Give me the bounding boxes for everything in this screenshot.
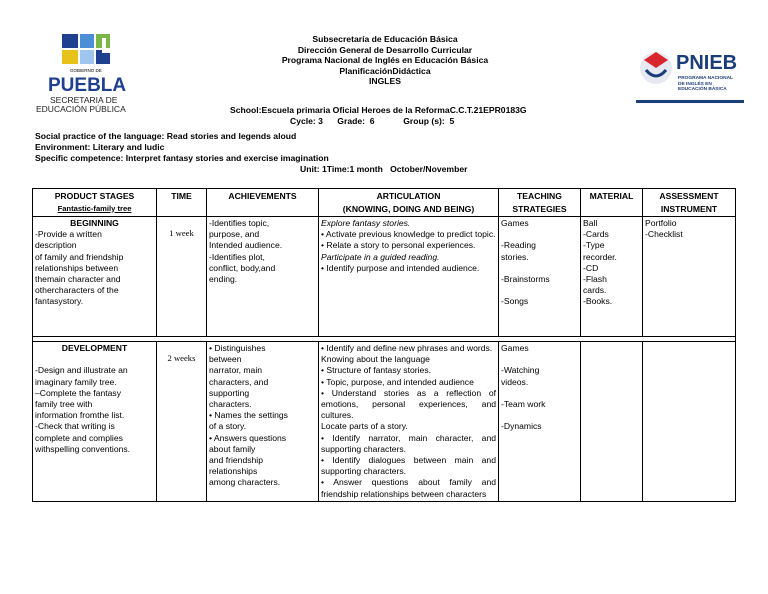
unit-time: Unit: 1Time:1 month October/November <box>300 164 468 174</box>
cell-line: -Checklist <box>645 229 683 240</box>
cell-line: relationships between <box>35 262 119 273</box>
cell-line: Intended audience. <box>209 240 283 251</box>
cell-line: Ball <box>583 218 598 228</box>
cell-line: and friendship <box>209 455 263 466</box>
logo-pnieb-text: PNIEB <box>676 52 738 74</box>
articulation-item: • Identify and define new phrases and words. <box>321 343 493 353</box>
cell-line: narrator, main <box>209 365 263 376</box>
cell-line <box>501 229 578 240</box>
header-material: MATERIAL <box>581 189 643 217</box>
cell-line: -Dynamics <box>501 421 542 432</box>
environment: Environment: Literary and ludic <box>35 142 165 152</box>
cell-line: among characters. <box>209 477 281 488</box>
header-teaching-label: TEACHING <box>517 191 562 201</box>
logo-pnieb-sub1: PROGRAMA NACIONAL <box>678 76 733 81</box>
header-assessment-label: ASSESSMENT <box>659 191 719 201</box>
cell-line: themain character and <box>35 274 121 285</box>
header-title-block <box>200 34 570 87</box>
cell-line <box>501 410 578 421</box>
beginning-articulation <box>319 217 499 337</box>
table-header-row <box>33 189 736 217</box>
cell-line: recorder. <box>583 251 617 262</box>
cell-line: othercharacters of the <box>35 285 119 296</box>
articulation-item: Participate in a guided reading. <box>321 251 440 262</box>
development-stage-lines <box>35 354 154 455</box>
articulation-item: • Identify dialogues between main and supporting characters. <box>321 455 496 477</box>
header-articulation-label: ARTICULATION <box>376 191 441 201</box>
header-teaching <box>499 189 581 217</box>
articulation-item: • Understand stories as a reflection of emotions, personal experiences, and cultures. <box>321 387 496 421</box>
logo-gobierno-text: GOBIERNO DE <box>70 68 102 73</box>
header-line-2: Dirección General de Desarrollo Curricular <box>297 44 473 55</box>
cell-line: –Complete the fantasy <box>35 387 121 398</box>
development-teaching <box>499 342 581 502</box>
cell-line: about family <box>209 443 256 454</box>
beginning-time <box>157 217 207 337</box>
development-articulation <box>319 342 499 502</box>
cycle-grade-group-line: Cycle: 3 Grade: 6 Group (s): 5 <box>290 116 455 126</box>
cell-line: stories. <box>501 251 529 262</box>
articulation-item: Locate parts of a story. <box>321 421 408 432</box>
cell-line: family tree with <box>35 399 93 410</box>
header-time: TIME <box>157 189 207 217</box>
cell-line: Portfolio <box>645 218 677 228</box>
logo-pnieb-subtitle <box>678 76 733 93</box>
cell-line: complete and complies <box>35 432 123 443</box>
beginning-title: BEGINNING <box>70 218 119 228</box>
cell-line: -Watching <box>501 365 540 376</box>
logo-secretaria-text: SECRETARIA DE <box>50 95 118 105</box>
cell-line: fantasystory. <box>35 296 84 307</box>
header-product-stages <box>33 189 157 217</box>
development-row <box>33 342 736 502</box>
cell-line: conflict, body,and <box>209 262 276 273</box>
cell-line <box>501 354 578 365</box>
development-achievements <box>207 342 319 502</box>
cell-line: characters, and <box>209 376 269 387</box>
articulation-item: • Identify narrator, main character, and supporting characters. <box>321 432 496 454</box>
beginning-stage-cell <box>33 217 157 337</box>
cell-line: -Team work <box>501 399 546 410</box>
header-assessment <box>643 189 736 217</box>
pnieb-logo <box>636 38 744 116</box>
articulation-item: • Activate previous knowledge to predict topic. <box>321 229 496 240</box>
cell-line: -Cards <box>583 229 609 240</box>
header-product-stages-label: PRODUCT STAGES <box>54 191 135 201</box>
cell-line: -Design and illustrate an <box>35 365 128 376</box>
cell-line: imaginary family tree. <box>35 376 117 387</box>
cell-line: • Answers questions <box>209 432 287 443</box>
cell-line: relationships <box>209 466 258 477</box>
social-practice: Social practice of the language: Read stories and legends aloud <box>35 131 297 141</box>
articulation-item: • Topic, purpose, and intended audience <box>321 376 474 387</box>
cell-line: -Identifies plot, <box>209 251 265 262</box>
cell-line: purpose, and <box>209 229 260 240</box>
articulation-item: • Answer questions about family and friendship relationships between characters <box>321 477 496 499</box>
cell-line: description <box>35 240 77 251</box>
beginning-assessment <box>643 217 736 337</box>
header-line-4: PlanificaciónDidáctica <box>339 65 431 76</box>
cell-line <box>501 263 578 274</box>
logo-puebla-text: PUEBLA <box>48 75 127 96</box>
cell-line: Games <box>501 343 529 353</box>
articulation-item: Knowing about the language <box>321 354 430 365</box>
logo-educacion-text: EDUCACIÓN PÚBLICA <box>36 104 126 114</box>
cell-line: -Provide a written <box>35 229 102 240</box>
development-title: DEVELOPMENT <box>61 343 128 353</box>
cell-line: • Distinguishes <box>209 343 266 353</box>
cell-line: -CD <box>583 262 599 273</box>
cell-line: cards. <box>583 285 607 296</box>
development-assessment <box>643 342 736 502</box>
header-line-1: Subsecretaría de Educación Básica <box>312 34 458 44</box>
cell-line: -Check that writing is <box>35 421 115 432</box>
planning-table <box>32 188 736 502</box>
cell-line: of family and friendship <box>35 251 124 262</box>
articulation-item: • Structure of fantasy stories. <box>321 365 431 376</box>
cell-line: Games <box>501 218 529 228</box>
cell-line: -Identifies topic, <box>209 218 270 228</box>
cell-line: withspelling conventions. <box>35 443 131 454</box>
articulation-item: Explore fantasy stories. <box>321 218 411 228</box>
development-time-value: 2 weeks <box>167 353 196 363</box>
header-product-stages-sub: Fantastic-family tree <box>57 203 132 213</box>
cell-line: of a story. <box>209 421 247 432</box>
specific-competence: Specific competence: Interpret fantasy stories and exercise imagination <box>35 153 329 163</box>
cell-line <box>35 354 154 365</box>
cell-line: -Songs <box>501 296 529 307</box>
beginning-material <box>581 217 643 337</box>
beginning-stage-lines <box>35 229 154 307</box>
cell-line <box>501 388 578 399</box>
header-articulation-sub: (KNOWING, DOING AND BEING) <box>342 203 475 214</box>
articulation-item: • Relate a story to personal experiences. <box>321 240 476 251</box>
cell-line: -Flash <box>583 274 607 285</box>
cell-line: characters. <box>209 399 252 410</box>
cell-line: information fromthe list. <box>35 410 125 421</box>
cell-line: -Brainstorms <box>501 274 550 285</box>
header-articulation <box>319 189 499 217</box>
logo-pnieb-sub3: EDUCACIÓN BÁSICA <box>678 87 727 93</box>
header-line-5: INGLES <box>369 76 401 86</box>
puebla-logo <box>36 30 140 116</box>
cell-line: between <box>209 354 242 365</box>
cell-line <box>501 285 578 296</box>
cell-line: -Reading <box>501 240 536 251</box>
beginning-achievements <box>207 217 319 337</box>
cell-line: • Names the settings <box>209 410 288 421</box>
development-stage-cell <box>33 342 157 502</box>
cell-line: -Type <box>583 240 605 251</box>
cell-line: videos. <box>501 376 529 387</box>
beginning-time-value: 1 week <box>169 228 194 238</box>
beginning-teaching <box>499 217 581 337</box>
header-line-3: Programa Nacional de Inglés en Educación Básica <box>281 55 489 65</box>
articulation-item: • Identify purpose and intended audience. <box>321 262 480 273</box>
cell-line: ending. <box>209 274 238 285</box>
header-teaching-sub: STRATEGIES <box>512 203 567 214</box>
school-line: School:Escuela primaria Oficial Heroes de la ReformaC.C.T.21EPR0183G <box>230 105 527 115</box>
cell-line: -Books. <box>583 296 613 307</box>
development-time <box>157 342 207 502</box>
development-material <box>581 342 643 502</box>
header-assessment-sub: INSTRUMENT <box>660 203 718 214</box>
header-achievements: ACHIEVEMENTS <box>207 189 319 217</box>
beginning-row <box>33 217 736 337</box>
cell-line: supporting <box>209 387 250 398</box>
logo-pnieb-sub2: DE INGLÉS EN <box>678 81 712 87</box>
